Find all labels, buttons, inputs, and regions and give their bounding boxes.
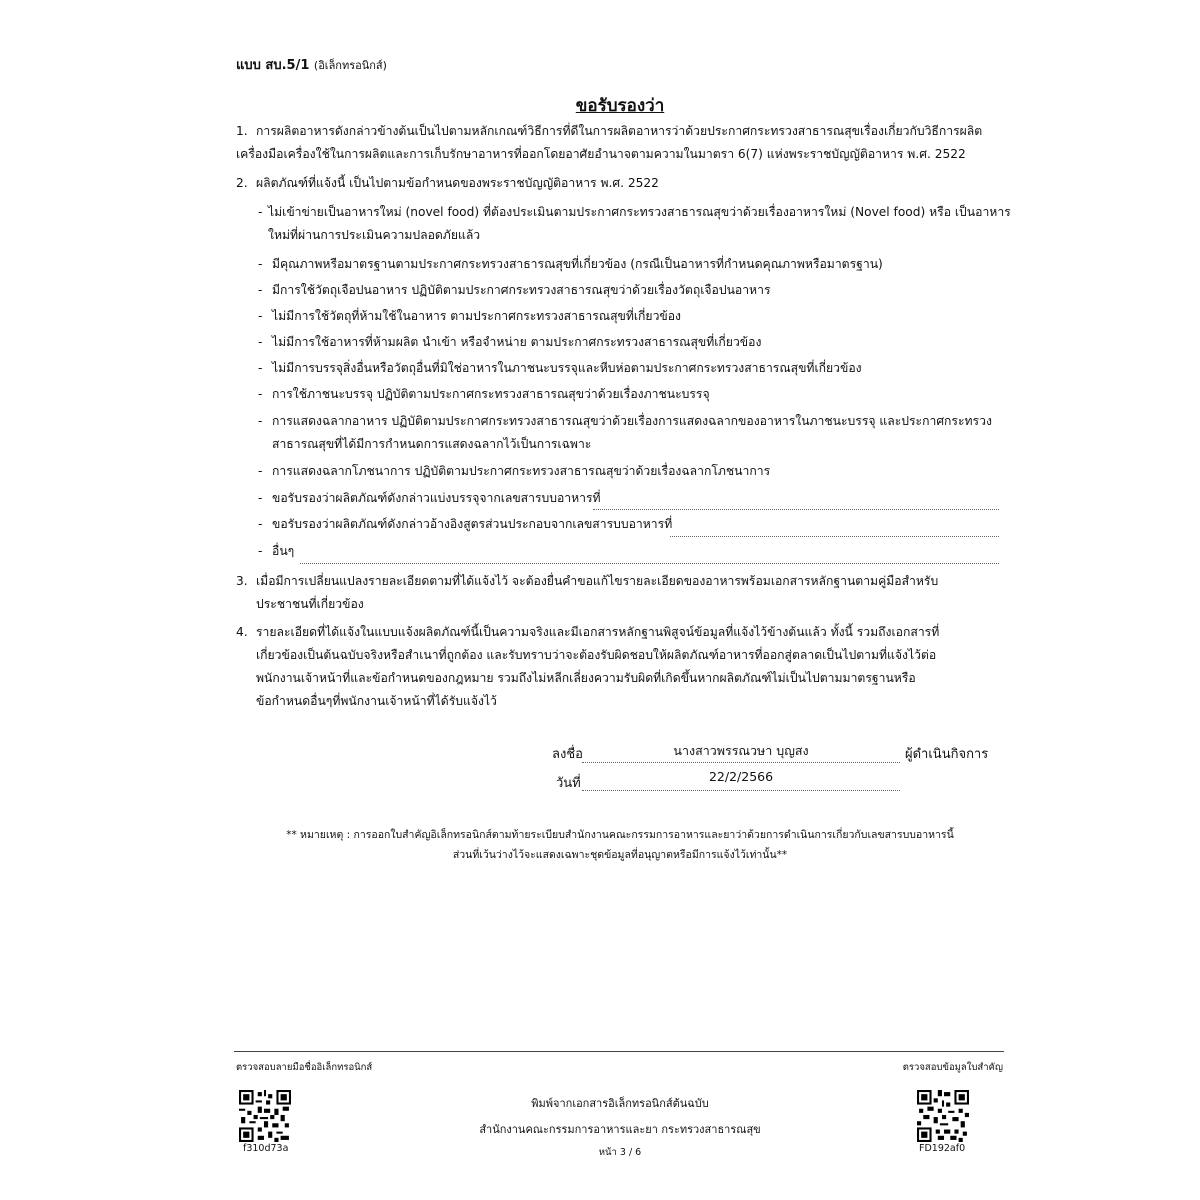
clause-1-line-1: การผลิตอาหารดังกล่าวข้างต้นเป็นไปตามหลักเกณฑ์วิธีการที่ดีในการผลิตอาหารว่าด้วยประกาศกระทรวงสาธารณสุขเรื่องเกี่ยวกับวิธีการผลิต: [256, 124, 983, 138]
clause-2-line-1: ผลิตภัณฑ์ที่แจ้งนี้ เป็นไปตามข้อกำหนดของพระราชบัญญัติอาหาร พ.ศ. 2522: [256, 176, 659, 190]
list-item-novel-food: ไม่เข้าข่ายเป็นอาหารใหม่ (novel food) ที่ต้องประเมินตามประกาศกระทรวงสาธารณสุขว่าด้วยเรื่องอาหารใหม่ (Novel food) หรือ เป็นอาหาร: [268, 205, 1011, 219]
list-item-dash: -: [258, 361, 263, 375]
page-number: หน้า 3 / 6: [598, 1147, 642, 1158]
clause-4-line-1: รายละเอียดที่ได้แจ้งในแบบแจ้งผลิตภัณฑ์นี้เป็นความจริงและมีเอกสารหลักฐานพิสูจน์ข้อมูลที่แจ้งไว้ข้างต้นแล้ว ทั้งนี้ รวมถึงเอกสารที่: [256, 625, 940, 639]
list-item-dash: -: [258, 517, 263, 531]
list-item-others: อื่นๆ: [272, 544, 295, 558]
list-item-dash: -: [258, 335, 263, 349]
list-item-formula-reference: ขอรับรองว่าผลิตภัณฑ์ดังกล่าวอ้างอิงสูตรส่วนประกอบจากเลขสารบบอาหารที่: [272, 517, 673, 531]
verify-signature-label: ตรวจสอบลายมือชื่ออิเล็กทรอนิกส์: [236, 1062, 373, 1073]
document-title: ขอรับรองว่า: [575, 96, 665, 116]
list-item-novel-food-cont: ใหม่ที่ผ่านการประเมินความปลอดภัยแล้ว: [268, 228, 481, 242]
clause-3-line-2: ประชาชนที่เกี่ยวข้อง: [256, 597, 364, 611]
sign-date-line: [582, 789, 900, 791]
list-item-nutrition-labeling: การแสดงฉลากโภชนาการ ปฏิบัติตามประกาศกระทรวงสาธารณสุขว่าด้วยเรื่องฉลากโภชนาการ: [272, 464, 771, 478]
list-item-dash: -: [258, 491, 263, 505]
signer-role: ผู้ดำเนินกิจการ: [905, 747, 989, 762]
document-qr-code-text: FD192af0: [919, 1143, 966, 1154]
footer-divider: [234, 1051, 1004, 1052]
list-item-containers: การใช้ภาชนะบรรจุ ปฏิบัติตามประกาศกระทรวงสาธารณสุขว่าด้วยเรื่องภาชนะบรรจุ: [272, 387, 710, 401]
form-code-main: แบบ สบ.5/1: [236, 58, 310, 73]
note-line-1: ** หมายเหตุ : การออกใบสำคัญอิเล็กทรอนิกส์ตามท้ายระเบียบสำนักงานคณะกรรมการอาหารและยาว่าด้วยการดำเนินการเกี่ยวกับเลขสารบบอาหารนี้: [286, 829, 954, 841]
verify-document-label: ตรวจสอบข้อมูลใบสำคัญ: [902, 1062, 1003, 1073]
list-item-repack-source: ขอรับรองว่าผลิตภัณฑ์ดังกล่าวแบ่งบรรจุจากเลขสารบบอาหารที่: [272, 491, 601, 505]
clause-2-number: 2.: [236, 176, 248, 190]
list-item-dash: -: [258, 414, 263, 428]
list-item-dash: -: [258, 544, 263, 558]
clause-4-line-2: เกี่ยวข้องเป็นต้นฉบับจริงหรือสำเนาที่ถูกต้อง และรับทราบว่าจะต้องรับผิดชอบให้ผลิตภัณฑ์อาหารที่ออกสู่ตลาดเป็นไปตามที่แจ้งไว้ต่อ: [256, 648, 937, 662]
others-blank-line: [300, 562, 999, 564]
list-item-quality-standard: มีคุณภาพหรือมาตรฐานตามประกาศกระทรวงสาธารณสุขที่เกี่ยวข้อง (กรณีเป็นอาหารที่กำหนดคุณภาพหรือมาตรฐาน): [272, 257, 883, 271]
list-item-food-additives: มีการใช้วัตถุเจือปนอาหาร ปฏิบัติตามประกาศกระทรวงสาธารณสุขว่าด้วยเรื่องวัตถุเจือปนอาหาร: [272, 283, 771, 297]
list-item-dash: -: [258, 205, 263, 219]
signature-qr-code-text: f310d73a: [243, 1143, 289, 1154]
repack-source-blank-line: [593, 508, 999, 510]
footer-printed-from: พิมพ์จากเอกสารอิเล็กทรอนิกส์ต้นฉบับ: [531, 1097, 709, 1110]
footer-agency: สำนักงานคณะกรรมการอาหารและยา กระทรวงสาธารณสุข: [479, 1123, 761, 1136]
list-item-dash: -: [258, 464, 263, 478]
clause-3-number: 3.: [236, 574, 248, 588]
sign-label: ลงชื่อ: [552, 747, 583, 762]
note-line-2: ส่วนที่เว้นว่างไว้จะแสดงเฉพาะชุดข้อมูลที่อนุญาตหรือมีการแจ้งไว้เท่านั้น**: [452, 849, 788, 861]
form-code: [236, 54, 387, 75]
list-item-food-labeling: การแสดงฉลากอาหาร ปฏิบัติตามประกาศกระทรวงสาธารณสุขว่าด้วยเรื่องการแสดงฉลากของอาหารในภาชนะบรรจุ และประกาศกระทรวง: [272, 414, 992, 428]
list-item-non-food-packaging: ไม่มีการบรรจุสิ่งอื่นหรือวัตถุอื่นที่มิใช่อาหารในภาชนะบรรจุและหีบห่อตามประกาศกระทรวงสาธารณสุขที่เกี่ยวข้อง: [272, 361, 862, 375]
sign-date: 22/2/2566: [708, 769, 774, 784]
formula-reference-blank-line: [670, 535, 999, 537]
list-item-dash: -: [258, 309, 263, 323]
clause-4-line-4: ข้อกำหนดอื่นๆที่พนักงานเจ้าหน้าที่ได้รับแจ้งไว้: [256, 694, 497, 708]
list-item-food-labeling-cont: สาธารณสุขที่ได้มีการกำหนดการแสดงฉลากไว้เป็นการเฉพาะ: [272, 437, 592, 451]
list-item-prohibited-foods: ไม่มีการใช้อาหารที่ห้ามผลิต นำเข้า หรือจำหน่าย ตามประกาศกระทรวงสาธารณสุขที่เกี่ยวข้อง: [272, 335, 762, 349]
clause-3-line-1: เมื่อมีการเปลี่ยนแปลงรายละเอียดตามที่ได้แจ้งไว้ จะต้องยื่นคำขอแก้ไขรายละเอียดของอาหารพร้อมเอกสารหลักฐานตามคู่มือสำหรับ: [256, 574, 939, 588]
list-item-dash: -: [258, 283, 263, 297]
clause-1-number: 1.: [236, 124, 248, 138]
clause-4-line-3: พนักงานเจ้าหน้าที่และข้อกำหนดของกฎหมาย รวมถึงไม่หลีกเลี่ยงความรับผิดที่เกิดขึ้นหากผลิตภัณฑ์ไม่เป็นไปตามมาตรฐานหรือ: [256, 671, 916, 685]
form-code-sub: (อิเล็กทรอนิกส์): [313, 59, 387, 72]
list-item-prohibited-substances: ไม่มีการใช้วัตถุที่ห้ามใช้ในอาหาร ตามประกาศกระทรวงสาธารณสุขที่เกี่ยวข้อง: [272, 309, 682, 323]
clause-4-number: 4.: [236, 625, 248, 639]
list-item-dash: -: [258, 387, 263, 401]
clause-1-line-2: เครื่องมือเครื่องใช้ในการผลิตและการเก็บรักษาอาหารที่ออกโดยอาศัยอำนาจตามความในมาตรา 6(7) แห่งพระราชบัญญัติอาหาร พ.ศ. 2522: [236, 147, 966, 161]
signer-name: นางสาวพรรณวษา บุญสง: [673, 743, 809, 758]
list-item-dash: -: [258, 257, 263, 271]
date-label: วันที่: [556, 776, 581, 791]
signer-name-line: [582, 761, 900, 763]
